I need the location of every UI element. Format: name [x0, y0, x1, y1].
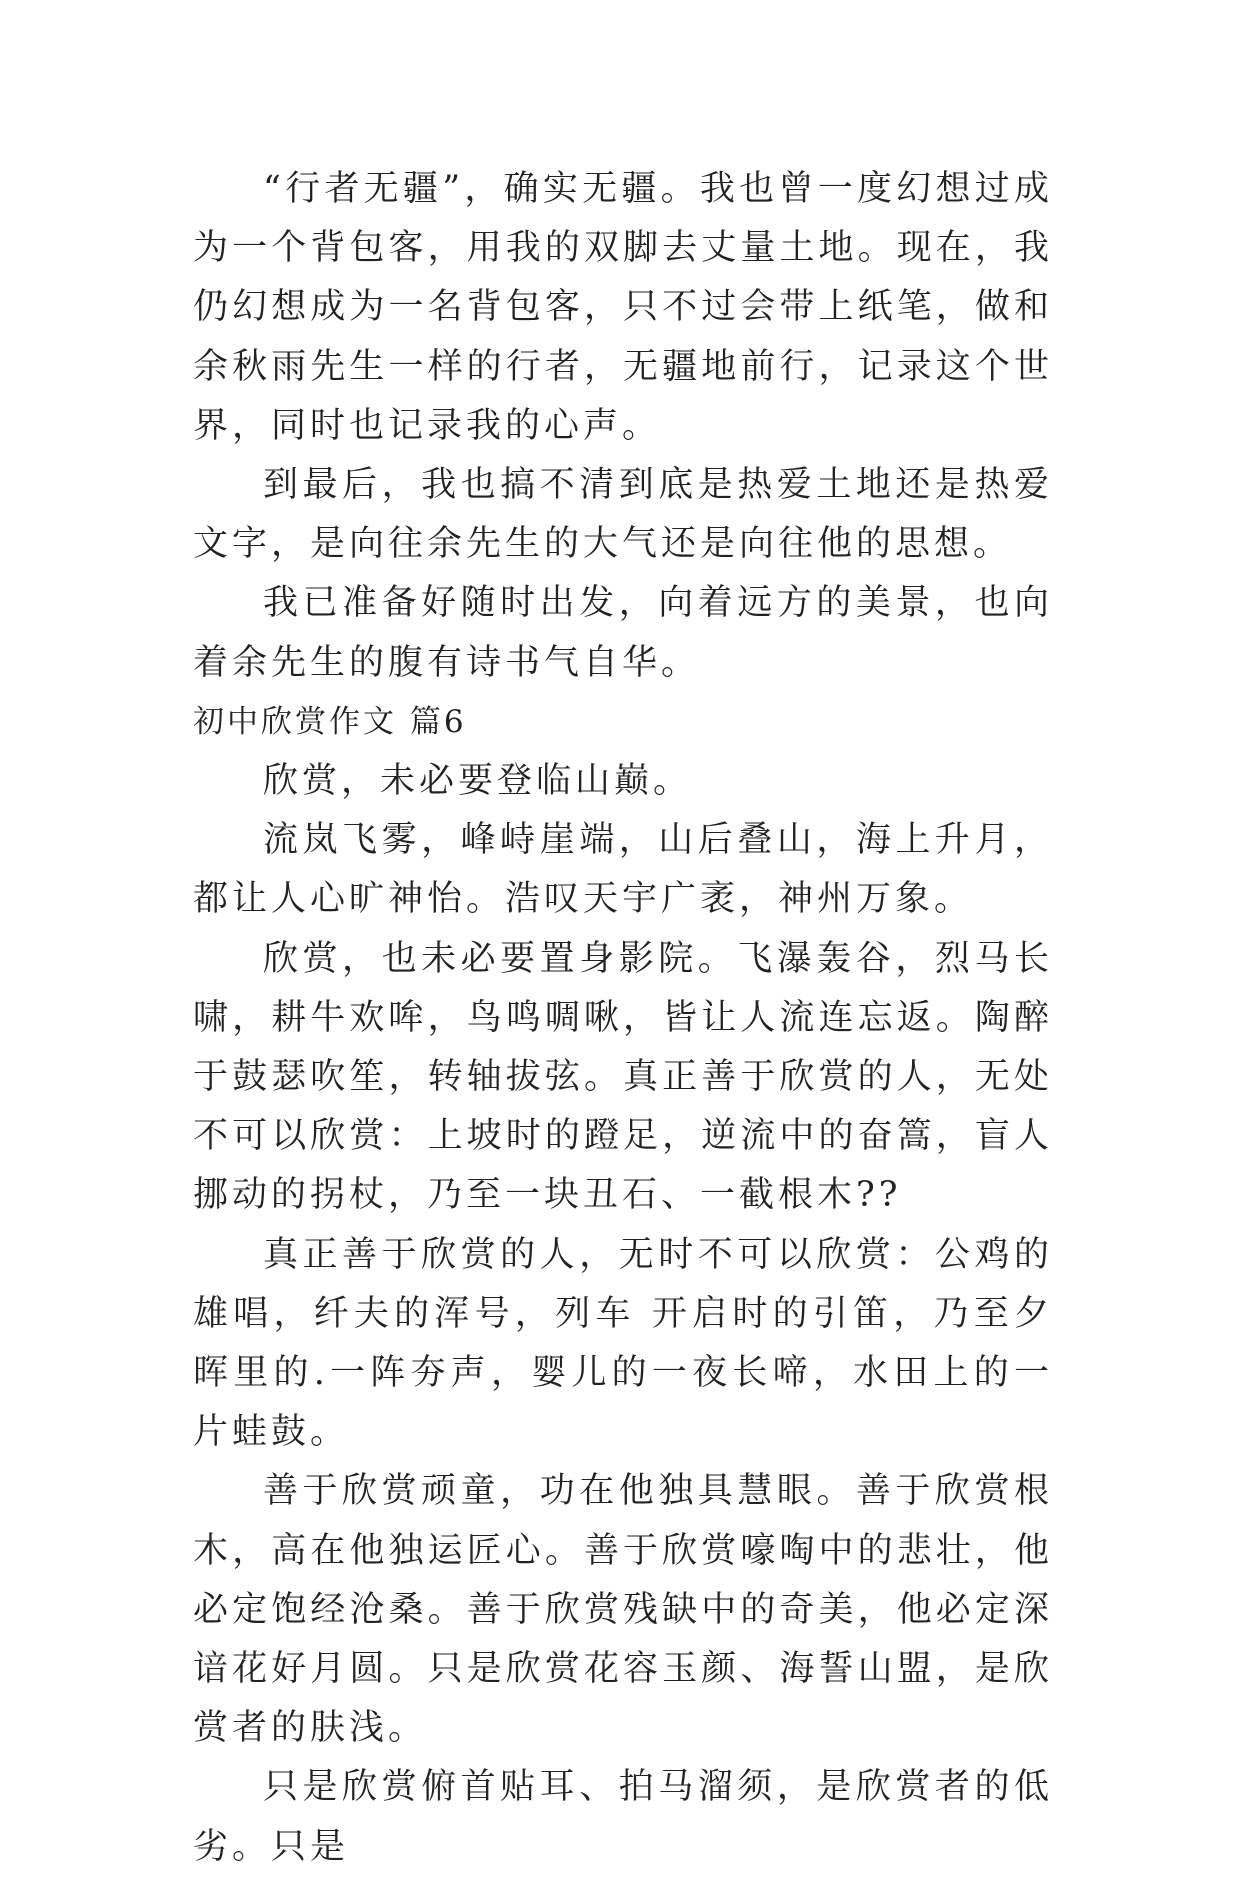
paragraph: 到最后，我也搞不清到底是热爱土地还是热爱文字，是向往余先生的大气还是向往他的思想。 — [193, 465, 1053, 565]
document-body — [193, 160, 1053, 1877]
paragraph: 欣赏，未必要登临山巅。 — [263, 761, 693, 802]
paragraph: 我已准备好随时出发，向着远方的美景，也向着余先生的腹有诗书气自华。 — [193, 583, 1053, 683]
paragraph: 真正善于欣赏的人，无时不可以欣赏：公鸡的雄唱，纤夫的浑号，列车 开启时的引笛，乃至夕晖里的.一阵夯声，婴儿的一夜长啼，水田上的一片蛙鼓。 — [193, 1234, 1053, 1453]
section-heading: 初中欣赏作文 篇6 — [193, 703, 467, 740]
paragraph: 欣赏，也未必要置身影院。飞瀑轰谷，烈马长啸，耕牛欢哞，鸟鸣啁啾，皆让人流连忘返。陶醉于鼓瑟吹笙，转轴拔弦。真正善于欣赏的人，无处不可以欣赏：上坡时的蹬足，逆流中的奋篙，盲人挪动的拐杖，乃至一块丑石、一截根木?? — [193, 938, 1053, 1216]
paragraph: 善于欣赏顽童，功在他独具慧眼。善于欣赏根木，高在他独运匠心。善于欣赏嚎啕中的悲壮，他必定饱经沧桑。善于欣赏残缺中的奇美，他必定深谙花好月圆。只是欣赏花容玉颜、海誓山盟，是欣赏者的肤浅。 — [193, 1471, 1053, 1749]
paragraph: 流岚飞雾，峰峙崖端，山后叠山，海上升月，都让人心旷神怡。浩叹天宇广袤，神州万象。 — [193, 820, 1053, 920]
paragraph: “行者无疆”，确实无疆。我也曾一度幻想过成为一个背包客，用我的双脚去丈量土地。现在，我仍幻想成为一名背包客，只不过会带上纸笔，做和余秋雨先生一样的行者，无疆地前行，记录这个世界，同时也记录我的心声。 — [193, 169, 1053, 446]
paragraph: 只是欣赏俯首贴耳、拍马溜须，是欣赏者的低劣。只是 — [193, 1767, 1053, 1867]
